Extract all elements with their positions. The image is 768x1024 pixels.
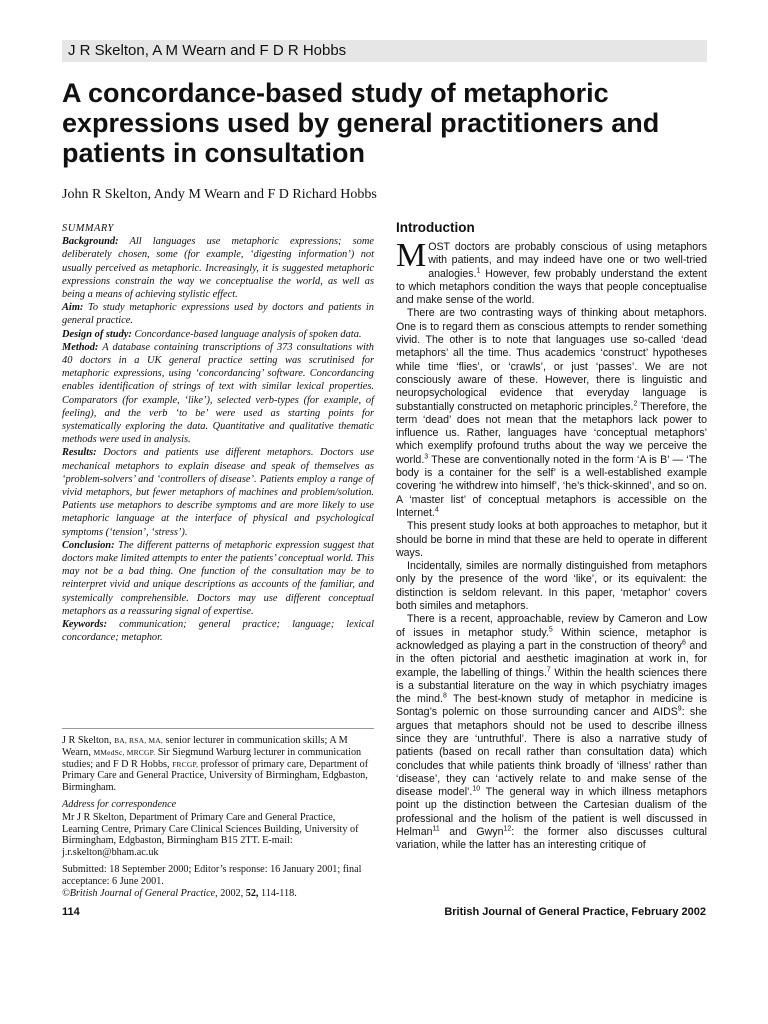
submission-dates: Submitted: 18 September 2000; Editor’s response: 16 January 2001; final acceptance: 6 June 2001. — [62, 863, 362, 887]
results-label: Results: — [62, 447, 97, 459]
citation-year: 2002, — [220, 887, 244, 899]
author-list: John R Skelton, Andy M Wearn and F D Richard Hobbs — [62, 187, 377, 202]
conclusion-text: The different patterns of metaphoric expression suggest that doctors make limited attempts to enter the patients’ conceptual world. This may not be a bad thing. One function of the consultation may be to reinterpret vivid and unique descriptions as accounts of the familiar, and systemically comprehensible. Doctors may use different conceptual metaphors as a reassuring signal of expertise. — [62, 539, 374, 617]
introduction-section — [396, 219, 707, 853]
keywords-text: communication; general practice; language; lexical concordance; metaphor. — [62, 619, 374, 644]
summary-conclusion — [62, 539, 374, 618]
conclusion-label: Conclusion: — [62, 539, 115, 551]
ref-8: 8 — [442, 692, 447, 700]
summary-design — [62, 328, 374, 341]
intro-paragraph-2 — [396, 307, 707, 520]
p2-text-a: There are two contrasting ways of thinking about metaphors. One is to regard them as conscious attempts to render something vivid. The other is to note that languages use so-called ‘dead metaphors’ all the time. Thus academics ‘construct’ hypotheses while time ‘flies’, or ‘crawls’, or just ‘passes’. We are not consciously aware of these. However, there is linguistic and neuropsychological evidence that everyday language is substantially constructed on metaphoric principles. — [396, 307, 707, 413]
p2-text-b: Therefore, the term ‘dead’ does not mean that the metaphors lack power to influence us. Rather, languages have ‘conceptual metaphors’ which exemplify profound truths about the way we perceive the world. — [396, 400, 707, 466]
author2-role: Sir Siegmund Warburg lecturer in communication studies; and — [62, 746, 362, 770]
author2-degrees: MMedSc, MRCGP. — [93, 747, 156, 757]
intro-paragraph-4: Incidentally, similes are normally distinguished from metaphors only by the presence of the word ‘like’, or its equivalent: the distinction is seldom relevant. In this paper, ‘metaphor’ covers both similes and metaphors. — [396, 560, 707, 613]
ref-3: 3 — [424, 453, 429, 461]
citation-prefix: ©British Journal of General Practice, — [62, 887, 218, 899]
ref-4: 4 — [434, 506, 439, 514]
summary-keywords — [62, 618, 374, 644]
citation-volume: 52, — [245, 887, 259, 899]
background-text: All languages use metaphoric expressions; some deliberately chosen, some (for example, ‘digesting information’) not usually perceived as metaphoric. Increasingly, it is suggested metaphoric expressions constrain the way we conceptualise the world, as well as being a means of achieving stylistic effect. — [62, 236, 374, 301]
ref-1: 1 — [476, 267, 481, 275]
intro-paragraph-5 — [396, 613, 707, 852]
correspondence-heading: Address for correspondence — [62, 798, 177, 810]
citation — [62, 888, 374, 900]
correspondence-address: Mr J R Skelton, Department of Primary Care and General Practice, Learning Centre, Primary Care Clinical Sciences Building, University of Birmingham, Edgbaston, Birmingham B15 2TT. E-mail: j.r.skelton@bham.ac.uk — [62, 811, 359, 859]
author1-role: senior lecturer in communication skills; — [165, 735, 328, 746]
citation-pages: 114-118. — [261, 887, 297, 899]
method-text: A database containing transcriptions of 373 consultations with 40 doctors in a UK general practice setting was scrutinised for metaphoric expressions, using ‘concordancing’ software. Concordancing enables identification of strings of text with similar lexical properties. Comparators (for example, ‘like’), selected verb-types (for example, of feeling), and the verb ‘to be’ were used as starting points for systematically exploring the data. Quantitative and qualitative thematic methods were used in analysis. — [62, 341, 374, 446]
ref-7: 7 — [546, 665, 551, 673]
p5-text-a: There is a recent, approachable, review by Cameron and Low of issues in metaphor study. — [396, 613, 707, 639]
p5-text-g: The general way in which illness metaphors point up the distinction between the Cartesian dualism of the professional and the holism of the patient is well discussed in Helman — [396, 786, 708, 839]
aim-label: Aim: — [62, 302, 84, 314]
ref-5: 5 — [548, 626, 553, 634]
author3-degrees: FRCGP, — [172, 759, 199, 769]
method-label: Method: — [62, 341, 99, 353]
author1-degrees: BA, RSA, MA, — [114, 736, 163, 745]
p1-text: OST doctors are probably conscious of using metaphors with patients, and may indeed have one or two well-tried analogies. — [428, 241, 707, 280]
p5-text-e: The best-known study of metaphor in medicine is Sontag’s polemic on those surrounding cancer and AIDS — [396, 693, 707, 719]
p5-text-h: and Gwyn — [439, 826, 504, 839]
affiliations-box — [62, 728, 374, 904]
background-label: Background: — [62, 236, 119, 248]
author3-name: F D R Hobbs, — [112, 758, 170, 770]
ref-11: 11 — [432, 825, 440, 833]
p5-text-c: and in the often pictorial and aesthetic imagination at work in, for example, the labelling of things. — [396, 639, 707, 679]
author-affiliations — [62, 735, 374, 794]
summary-section — [62, 222, 374, 645]
ref-9: 9 — [677, 705, 682, 713]
summary-heading: SUMMARY — [62, 223, 114, 234]
summary-method — [62, 341, 374, 447]
drop-cap: M — [396, 237, 427, 274]
ref-10: 10 — [472, 785, 481, 793]
author1-name: J R Skelton, — [62, 735, 112, 746]
p5-text-d: Within the health sciences there is a substantial literature on the way in which psychiatry images the mind. — [396, 666, 707, 706]
design-label: Design of study: — [62, 328, 132, 340]
intro-paragraph-1 — [396, 237, 707, 307]
page-number: 114 — [62, 906, 80, 918]
summary-results — [62, 446, 374, 538]
summary-aim — [62, 301, 374, 327]
ref-2: 2 — [633, 400, 638, 408]
results-text: Doctors and patients use different metaphors. Doctors use mechanical metaphors to explain disease and speak of themselves as ‘problem-solvers’ and ‘controllers of disease’. Patients employ a range of vivid metaphors, but fewer metaphors of machines and problem/solution. Patients use metaphors to describe symptoms and are more likely to use metaphoric language at the interface of physical and psychological symptoms (‘tension’, ‘stress’). — [62, 447, 374, 538]
aim-text: To study metaphoric expressions used by doctors and patients in general practice. — [62, 302, 374, 327]
ref-12: 12 — [503, 825, 512, 833]
summary-background — [62, 235, 374, 301]
p1-text-b: However, few probably understand the extent to which metaphors condition the ways that people conceptualise and make sense of the world. — [396, 267, 707, 307]
author2-name: A M Wearn, — [62, 735, 348, 758]
ref-6: 6 — [681, 639, 686, 647]
running-head: J R Skelton, A M Wearn and F D R Hobbs — [62, 40, 707, 62]
p5-text-f: : she argues that metaphors should not be used to describe illness since they are ‘untruthful’. There is also a narrative study of patients (based on recall rather than consultation data) which concludes that while patients think broadly of ‘illness’ rather than ‘disease’, they can ‘actively relate to and make sense of the disease model’. — [396, 706, 707, 799]
p5-text-b: Within science, metaphor is acknowledged as playing a part in the construction of theory — [396, 626, 707, 652]
keywords-label: Keywords: — [62, 619, 108, 631]
design-text: Concordance-based language analysis of spoken data. — [134, 328, 362, 340]
p5-text-i: : the former also discusses cultural variation, while the latter has an interesting critique of — [396, 826, 707, 852]
article-title: A concordance-based study of metaphoric expressions used by general practitioners and patients in consultation — [62, 78, 660, 168]
p2-text-c: These are conventionally noted in the form ‘A is B’ — ‘The body is a container for the self’ is a well-established example covering ‘he withdrew into himself’, ‘he’s thick-skinned’, and so on. A ‘master list’ of conceptual metaphors is accessible on the Internet. — [396, 453, 707, 519]
journal-footer: British Journal of General Practice, February 2002 — [444, 906, 706, 918]
intro-paragraph-3: This present study looks at both approaches to metaphor, but it should be borne in mind that these are held to operate in different ways. — [396, 520, 707, 559]
author3-role: professor of primary care, Department of Primary Care and General Practice, University of Birmingham, Edgbaston, Birmingham. — [62, 758, 369, 794]
introduction-heading: Introduction — [396, 220, 475, 235]
